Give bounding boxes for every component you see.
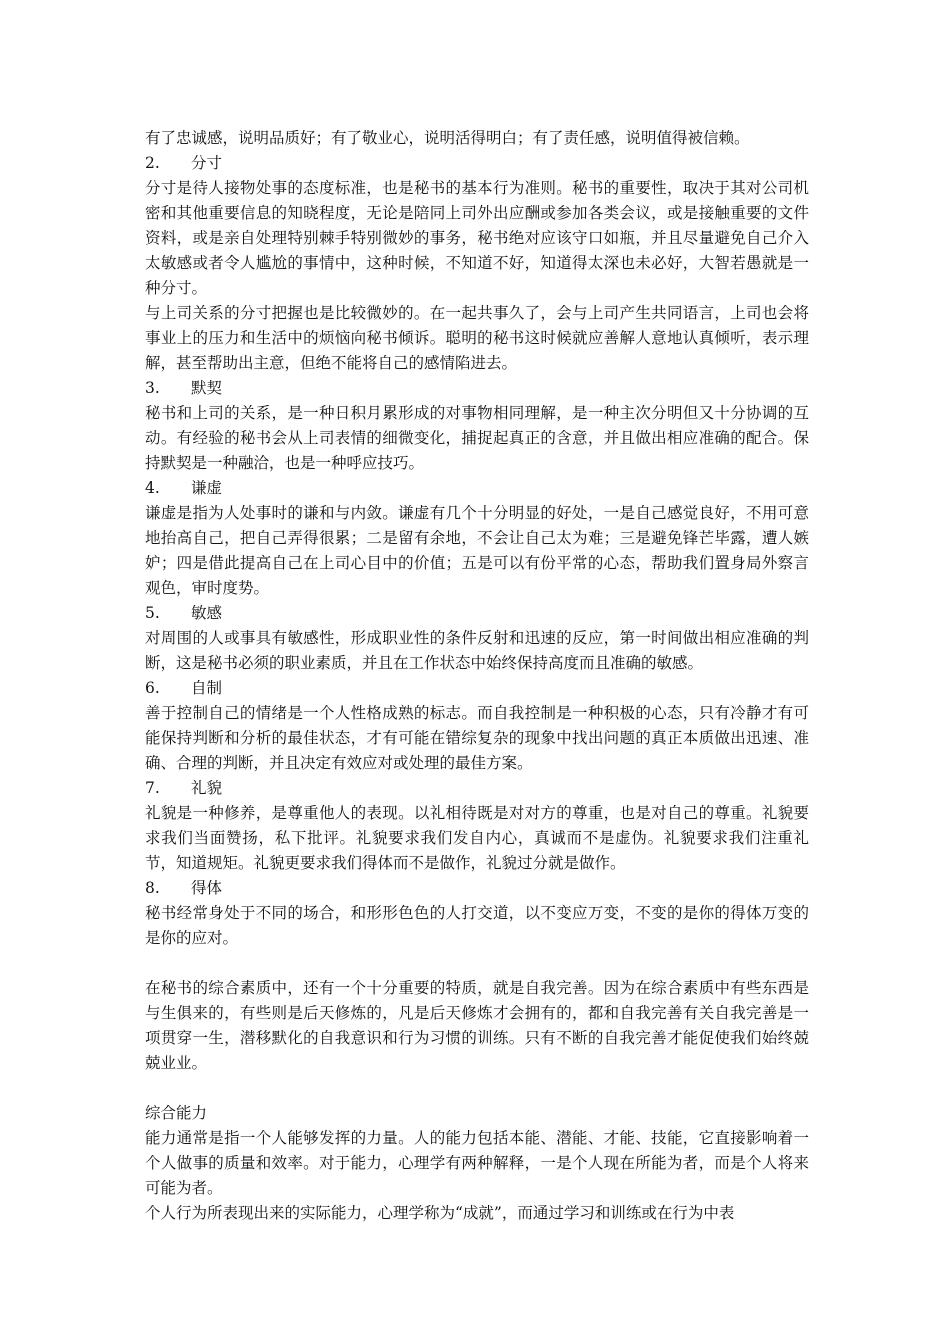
section-paragraph: 对周围的人或事具有敏感性，形成职业性的条件反射和迅速的反应，第一时间做出相应准确的判断，这是秘书必须的职业素质，并且在工作状态中始终保持高度而且准确的敏感。 <box>145 629 809 672</box>
section-paragraph: 谦虚是指为人处事时的谦和与内敛。谦虚有几个十分明显的好处，一是自己感觉良好，不用可意地抬高自己，把自己弄得很累；二是留有余地，不会让自己太为难；三是避免锋芒毕露，遭人嫉妒；四是借此提高自己在上司心目中的价值；五是可以有份平常的心态，帮助我们置身局外察言观色，审时度势。 <box>145 504 809 597</box>
section-heading-8 <box>145 876 809 901</box>
section-paragraph: 礼貌是一种修养，是尊重他人的表现。以礼相待既是对对方的尊重，也是对自己的尊重。礼貌要求我们当面赞扬，私下批评。礼貌要求我们发自内心，真诚而不是虚伪。礼貌要求我们注重礼节，知道规矩。礼貌更要求我们得体而不是做作，礼貌过分就是做作。 <box>145 804 809 872</box>
intro-paragraph: 有了忠诚感，说明品质好；有了敬业心，说明活得明白；有了责任感，说明值得被信赖。 <box>145 129 750 147</box>
section-title: 礼貌 <box>191 779 223 797</box>
section-paragraph: 与上司关系的分寸把握也是比较微妙的。在一起共事久了，会与上司产生共同语言，上司也会将事业上的压力和生活中的烦恼向秘书倾诉。聪明的秘书这时候就应善解人意地认真倾听，表示理解，甚至帮助出主意，但绝不能将自己的感情陷进去。 <box>145 304 809 372</box>
section-paragraph: 秘书经常身处于不同的场合，和形形色色的人打交道，以不变应万变，不变的是你的得体万变的是你的应对。 <box>145 904 809 947</box>
section-heading-5 <box>145 601 809 626</box>
section-heading-4 <box>145 476 809 501</box>
section-title: 自制 <box>191 679 223 697</box>
blank-line <box>145 1076 809 1101</box>
section-number: 6. <box>145 679 160 697</box>
section-paragraph: 善于控制自己的情绪是一个人性格成熟的标志。而自我控制是一种积极的心态，只有冷静才有可能保持判断和分析的最佳状态，才有可能在错综复杂的现象中找出问题的真正本质做出迅速、准确、合理的判断，并且决定有效应对或处理的最佳方案。 <box>145 704 809 772</box>
section-paragraph: 秘书和上司的关系，是一种日积月累形成的对事物相同理解，是一种主次分明但又十分协调的互动。有经验的秘书会从上司表情的细微变化，捕捉起真正的含意，并且做出相应准确的配合。保持默契是一种融洽，也是一种呼应技巧。 <box>145 404 809 472</box>
section-number: 8. <box>145 879 160 897</box>
ability-heading: 综合能力 <box>145 1104 208 1122</box>
section-number: 5. <box>145 604 160 622</box>
section-number: 7. <box>145 779 160 797</box>
blank-line <box>145 951 809 976</box>
section-title: 分寸 <box>191 154 223 172</box>
ability-paragraph: 个人行为所表现出来的实际能力，心理学称为“成就”，而通过学习和训练或在行为中表 <box>145 1204 735 1222</box>
section-number: 3. <box>145 379 160 397</box>
section-heading-2 <box>145 151 809 176</box>
section-title: 得体 <box>191 879 223 897</box>
section-heading-7 <box>145 776 809 801</box>
ability-paragraph: 能力通常是指一个人能够发挥的力量。人的能力包括本能、潜能、才能、技能，它直接影响着一个人做事的质量和效率。对于能力，心理学有两种解释，一是个人现在所能为者，而是个人将来可能为者。 <box>145 1129 809 1197</box>
section-heading-6 <box>145 676 809 701</box>
section-title: 敏感 <box>191 604 223 622</box>
document-body <box>145 126 809 1226</box>
section-heading-3 <box>145 376 809 401</box>
section-title: 默契 <box>191 379 223 397</box>
section-number: 2. <box>145 154 160 172</box>
section-paragraph: 分寸是待人接物处事的态度标准，也是秘书的基本行为准则。秘书的重要性，取决于其对公司机密和其他重要信息的知晓程度，无论是陪同上司外出应酬或参加各类会议，或是接触重要的文件资料，或是亲自处理特别棘手特别微妙的事务，秘书绝对应该守口如瓶，并且尽量避免自己介入太敏感或者令人尴尬的事情中，这种时候，不知道不好，知道得太深也未必好，大智若愚就是一种分寸。 <box>145 179 809 297</box>
self-improvement-paragraph: 在秘书的综合素质中，还有一个十分重要的特质，就是自我完善。因为在综合素质中有些东西是与生俱来的，有些则是后天修炼的，凡是后天修炼才会拥有的，都和自我完善有关自我完善是一项贯穿一生，潜移默化的自我意识和行为习惯的训练。只有不断的自我完善才能促使我们始终兢兢业业。 <box>145 979 809 1072</box>
section-number: 4. <box>145 479 160 497</box>
section-title: 谦虚 <box>191 479 223 497</box>
